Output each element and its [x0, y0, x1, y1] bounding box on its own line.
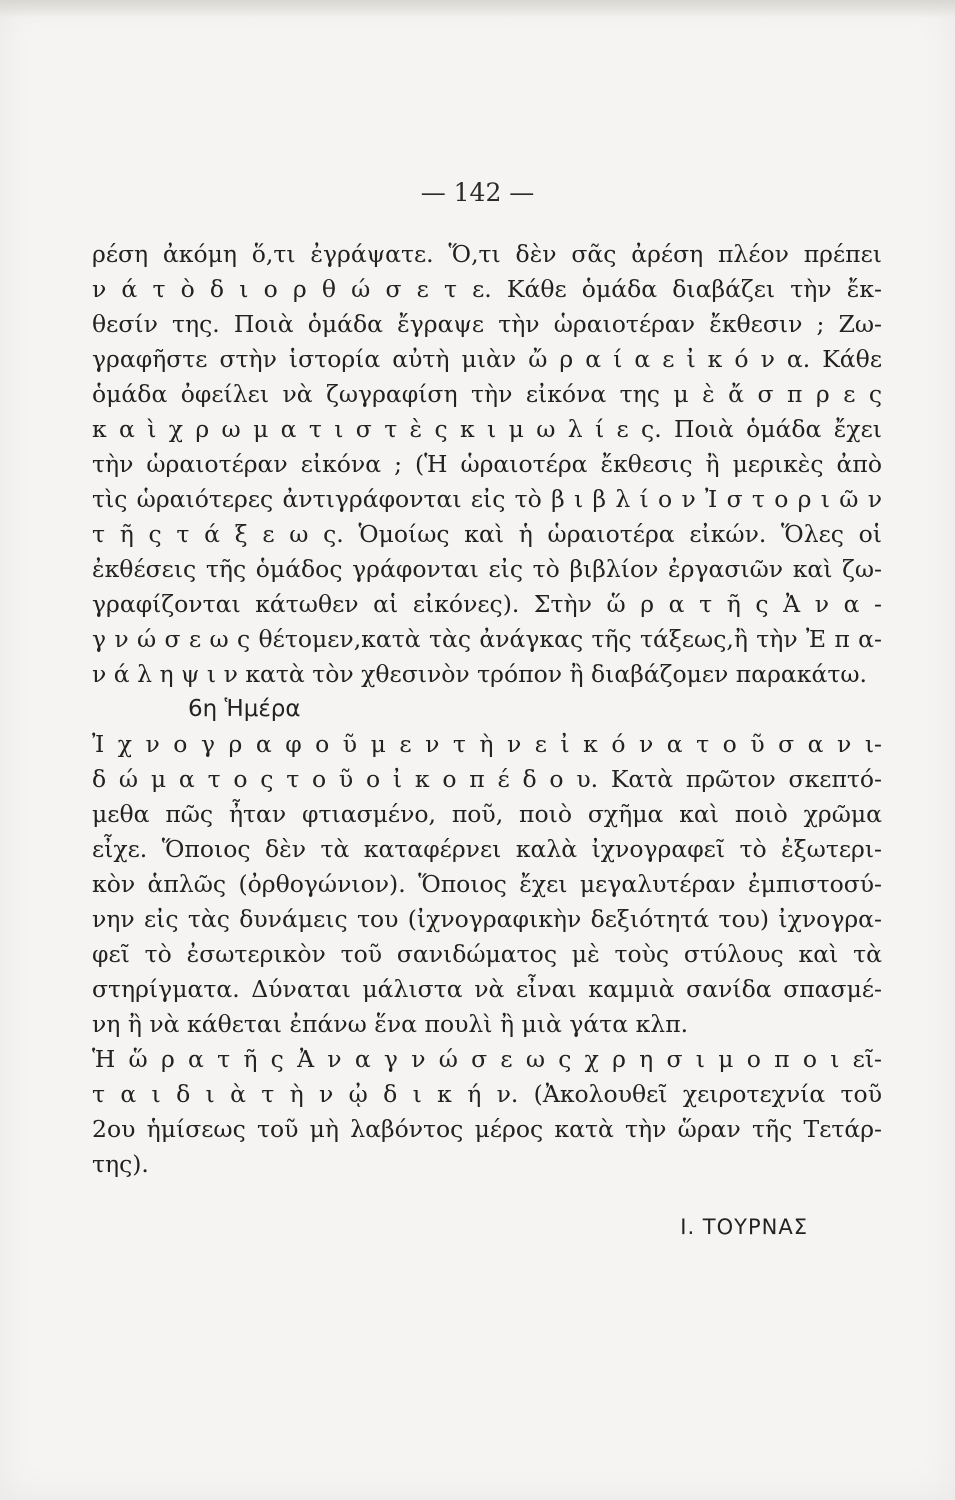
page-number: — 142 — — [420, 178, 535, 207]
text-line: Ἡ ὥ ρ α τ ῆ ς Ἀ ν α γ ν ώ σ ε ω ς χ ρ η σ ι μ ο π ο ι εῖ- — [92, 1045, 882, 1073]
text-line: θεσίν της. Ποιὰ ὁμάδα ἔγραψε τὴν ὡραιοτέραν ἔκθεσιν ; Ζω- — [92, 310, 882, 338]
text-line: νη ἢ νὰ κάθεται ἐπάνω ἕνα πουλὶ ἢ μιὰ γάτα κλπ. — [92, 1010, 689, 1038]
text-line: εἶχε. Ὅποιος δὲν τὰ καταφέρνει καλὰ ἰχνογραφεῖ τὸ ἐξωτερι- — [92, 835, 882, 863]
text-line: ὁμάδα ὀφείλει νὰ ζωγραφίση τὴν εἰκόνα της μ ὲ ἄ σ π ρ ε ς — [92, 380, 882, 408]
author-signature: Ι. ΤΟΥΡΝΑΣ — [680, 1215, 808, 1239]
text-line: Ἰ χ ν ο γ ρ α φ ο ῦ μ ε ν τ ὴ ν ε ἰ κ ό ν α τ ο ῦ σ α ν ι- — [92, 730, 882, 758]
text-line: τὶς ὡραιότερες ἀντιγράφονται εἰς τὸ β ι β λ ί ο ν Ἰ σ τ ο ρ ι ῶ ν — [92, 485, 882, 513]
text-line: ν ά τ ὸ δ ι ο ρ θ ώ σ ε τ ε. Κάθε ὁμάδα διαβάζει τὴν ἔκ- — [92, 275, 882, 303]
text-line: γ ν ώ σ ε ω ς θέτομεν,κατὰ τὰς ἀνάγκας τῆς τάξεως,ἢ τὴν Ἐ π α- — [92, 625, 882, 653]
text-line: φεῖ τὸ ἐσωτερικὸν τοῦ σανιδώματος μὲ τοὺς στύλους καὶ τὰ — [92, 940, 882, 968]
text-line: γραφῆστε στὴν ἱστορία αὐτὴ μιὰν ὤ ρ α ί α ε ἰ κ ό ν α. Κάθε — [92, 345, 882, 373]
text-line: δ ώ μ α τ ο ς τ ο ῦ ο ἰ κ ο π έ δ ο υ. Κατὰ πρῶτον σκεπτό- — [92, 765, 882, 793]
text-line: τὴν ὡραιοτέραν εἰκόνα ; (Ἡ ὡραιοτέρα ἔκθεσις ἢ μερικὲς ἀπὸ — [92, 450, 882, 478]
paragraph-1 — [92, 237, 882, 692]
body-text — [92, 237, 882, 1182]
text-line: 2ου ἡμίσεως τοῦ μὴ λαβόντος μέρος κατὰ τὴν ὥραν τῆς Τετάρ- — [92, 1115, 882, 1143]
text-line: γραφίζονται κάτωθεν αἱ εἰκόνες). Στὴν ὥ ρ α τ ῆ ς Ἀ ν α - — [92, 590, 882, 618]
text-line: στηρίγματα. Δύναται μάλιστα νὰ εἶναι καμμιὰ σανίδα σπασμέ- — [92, 975, 882, 1003]
day-heading: 6η Ἡμέρα — [188, 696, 301, 722]
text-line: της). — [92, 1150, 149, 1178]
paragraph-2 — [92, 727, 882, 1042]
text-line: τ α ι δ ι ὰ τ ὴ ν ᾠ δ ι κ ή ν. (Ἀκολουθεῖ χειροτεχνία τοῦ — [92, 1080, 882, 1108]
text-line: ν ά λ η ψ ι ν κατὰ τὸν χθεσινὸν τρόπον ἢ διαβάζομεν παρακάτω. — [92, 660, 867, 688]
text-line: νην εἰς τὰς δυνάμεις του (ἰχνογραφικὴν δεξιότητά του) ἰχνογρα- — [92, 905, 882, 933]
text-line: κ α ὶ χ ρ ω μ α τ ι σ τ ὲ ς κ ι μ ω λ ί ε ς. Ποιὰ ὁμάδα ἔχει — [92, 415, 882, 443]
text-line: ρέση ἀκόμη ὅ,τι ἐγράψατε. Ὅ,τι δὲν σᾶς ἀρέση πλέον πρέπει — [92, 240, 882, 268]
text-line: κὸν ἁπλῶς (ὀρθογώνιον). Ὅποιος ἔχει μεγαλυτέραν ἐμπιστοσύ- — [92, 870, 882, 898]
text-line: ἐκθέσεις τῆς ὁμάδος γράφονται εἰς τὸ βιβλίον ἐργασιῶν καὶ ζω- — [92, 555, 882, 583]
paragraph-3 — [92, 1042, 882, 1182]
page-edge-shadow — [0, 0, 955, 18]
text-line: μεθα πῶς ἦταν φτιασμένο, ποῦ, ποιὸ σχῆμα καὶ ποιὸ χρῶμα — [92, 800, 882, 828]
text-line: τ ῆ ς τ ά ξ ε ω ς. Ὁμοίως καὶ ἡ ὡραιοτέρα εἰκών. Ὅλες οἱ — [92, 520, 882, 548]
